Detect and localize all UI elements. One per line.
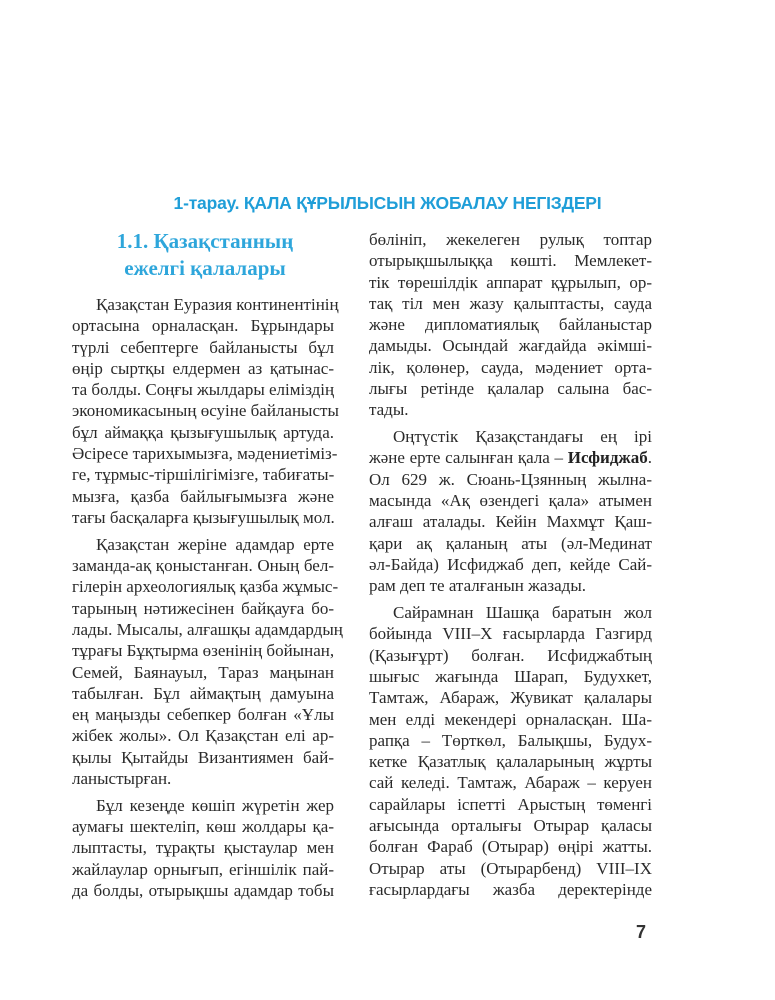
paragraph bbox=[72, 294, 339, 528]
text-line: да болды, отырықшы адамдар тобы bbox=[72, 881, 334, 901]
text-line: заманда-ақ қоныстанған. Оның бел- bbox=[72, 556, 334, 576]
text-line: тады. bbox=[369, 400, 409, 420]
section-title-line: ежелгі қалалары bbox=[124, 256, 286, 280]
text-line: өңір сыртқы елдермен аз қатынас- bbox=[72, 358, 334, 378]
text-line: ең маңызды себепкер болған «Ұлы bbox=[72, 705, 334, 725]
text-line: тақ тіл мен жазу қалыптасты, сауда bbox=[369, 293, 652, 313]
text-line: лығы ретінде қалалар салына бас- bbox=[369, 379, 652, 399]
text-line: жібек жолы». Ол Қазақстан елі ар- bbox=[72, 726, 334, 746]
text-line: ге, тұрмыс-тіршілігімізге, табиғаты- bbox=[72, 465, 335, 485]
text-line: сай келеді. Тамтаж, Абараж – керуен bbox=[369, 773, 652, 793]
text-line bbox=[369, 447, 652, 468]
text-line: Ол 629 ж. Сюань-Цзянның жылна- bbox=[369, 469, 652, 489]
text-line: лік, қолөнер, сауда, мәдениет орта- bbox=[369, 357, 652, 377]
text-line: Отырар аты (Отырарбенд) VIII–IX bbox=[369, 858, 652, 878]
text-line: лады. Мысалы, алғашқы адамдардың bbox=[72, 619, 343, 639]
text-segment: . bbox=[647, 448, 652, 468]
text-line: әл-Байда) Исфиджаб деп, кейде Сай- bbox=[369, 554, 652, 574]
paragraph bbox=[72, 795, 334, 901]
text-line: мен елді мекендері орналасқан. Ша- bbox=[369, 709, 652, 729]
text-line: ортасына орналасқан. Бұрындары bbox=[72, 316, 334, 336]
text-line: та болды. Соңғы жылдары еліміздің bbox=[72, 380, 335, 400]
paragraph bbox=[72, 534, 343, 790]
paragraph bbox=[369, 229, 652, 421]
text-line: тұрағы Бұқтырма өзенінің бойынан, bbox=[72, 641, 335, 661]
text-line: (Қазығұрт) болған. Исфиджабтың bbox=[369, 645, 652, 665]
city-name-bold: Исфиджаб bbox=[567, 448, 648, 468]
left-column bbox=[72, 294, 343, 907]
text-line: бөлініп, жекелеген рулық топтар bbox=[369, 230, 652, 249]
text-line: Әсіресе тарихымызға, мәдениетіміз- bbox=[72, 444, 338, 464]
text-line: гілерін археологиялық қазба жұмыс- bbox=[72, 577, 339, 597]
text-line: масында «Ақ өзендегі қала» атымен bbox=[369, 491, 652, 511]
text-line: дамыды. Осындай жағдайда әкімші- bbox=[369, 336, 652, 356]
text-line: лыптасты, тұрақты қыстаулар мен bbox=[72, 838, 334, 858]
text-line: тағы басқаларға қызығушылық мол. bbox=[72, 507, 335, 527]
right-column bbox=[369, 229, 652, 906]
text-line: бойында VIII–X ғасырларда Газгирд bbox=[369, 624, 652, 644]
text-line: түрлі себептерге байланысты бұл bbox=[72, 337, 334, 357]
text-segment: және ерте салынған қала – bbox=[369, 448, 568, 468]
text-line: Оңтүстік Қазақстандағы ең ірі bbox=[393, 427, 652, 447]
text-line: тарының нәтижесінен байқауға бо- bbox=[72, 598, 334, 618]
text-line: экономикасының өсуіне байланысты bbox=[72, 401, 339, 421]
text-line: Қазақстан жеріне адамдар ерте bbox=[96, 534, 334, 554]
text-line: ағысында орталығы Отырар қаласы bbox=[369, 816, 652, 836]
text-line: Сайрамнан Шашқа баратын жол bbox=[393, 603, 652, 623]
text-line: табылған. Бұл аймақтың дамуына bbox=[72, 683, 334, 703]
text-line: алғаш аталады. Кейін Махмұт Қаш- bbox=[369, 512, 652, 532]
text-line: шығыс жағында Шарап, Будухкет, bbox=[369, 666, 652, 686]
section-title bbox=[80, 228, 330, 282]
text-line: сарайлары іспетті Арыстың төменгі bbox=[369, 794, 652, 814]
text-line: ланыстырған. bbox=[72, 769, 172, 789]
text-line: жайлаулар орнығып, егіншілік пай- bbox=[72, 859, 334, 879]
text-line: аумағы шектеліп, көш жолдары қа- bbox=[72, 817, 334, 837]
text-line: және дипломатиялық байланыстар bbox=[369, 315, 652, 335]
text-line: Қазақстан Еуразия континентінің bbox=[96, 295, 339, 314]
chapter-title: 1-тарау. ҚАЛА ҚҰРЫЛЫСЫН ЖОБАЛАУ НЕГІЗДЕРІ bbox=[173, 193, 602, 213]
paragraph bbox=[369, 602, 652, 900]
text-line: бұл аймаққа қызығушылық артуда. bbox=[72, 422, 334, 442]
text-line: отырықшылыққа көшті. Мемлекет- bbox=[369, 251, 652, 271]
text-line: ғасырлардағы жазба деректерінде bbox=[369, 879, 652, 899]
paragraph bbox=[369, 426, 652, 596]
text-line: тік төрешілдік аппарат құрылып, ор- bbox=[369, 272, 652, 292]
text-line: қари ақ қаланың аты (әл-Мединат bbox=[369, 533, 652, 553]
page-number: 7 bbox=[636, 922, 647, 942]
text-line: Бұл кезеңде көшіп жүретін жер bbox=[96, 795, 334, 815]
text-line: Тамтаж, Абараж, Жувикат қалалары bbox=[369, 688, 652, 708]
text-line: болған Фараб (Отырар) өңірі жатты. bbox=[369, 837, 652, 857]
text-line: кетке Қазатлық қалаларының жұрты bbox=[369, 752, 652, 772]
text-line: мызға, қазба байлығымызға және bbox=[72, 486, 334, 506]
text-line: рам деп те аталғанын жазады. bbox=[369, 576, 586, 596]
text-line: рапқа – Төрткөл, Балықшы, Будух- bbox=[369, 730, 652, 750]
section-title-line: 1.1. Қазақстанның bbox=[116, 229, 294, 253]
text-line: Семей, Баянауыл, Тараз маңынан bbox=[72, 662, 334, 682]
text-line: қылы Қытайды Византиямен бай- bbox=[72, 747, 334, 767]
